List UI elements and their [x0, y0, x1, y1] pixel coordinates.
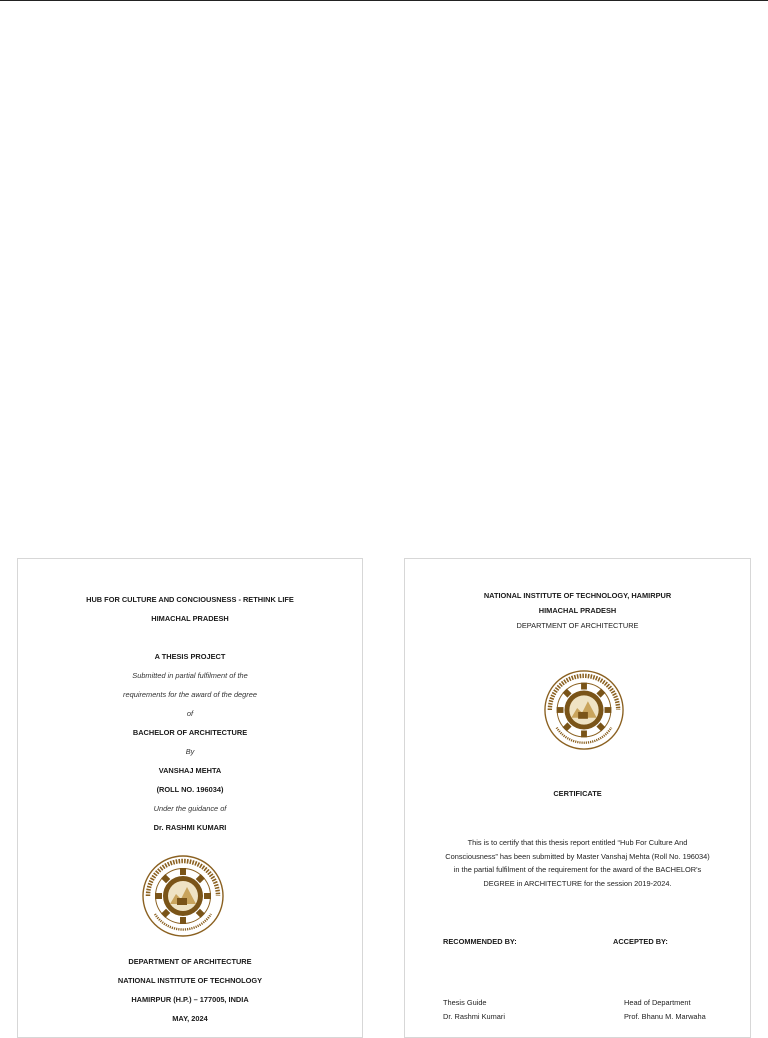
certificate-body-line: in the partial fulfilment of the requirement for the award of the BACHELOR's: [453, 865, 702, 875]
nit-hamirpur-logo: [141, 854, 225, 938]
top-divider: [0, 0, 768, 1]
guide-name: Dr. RASHMI KUMARI: [153, 823, 227, 832]
hod-name: Prof. Bhanu M. Marwaha: [624, 1012, 706, 1021]
certificate-body-line: DEGREE in ARCHITECTURE for the session 2019-2024.: [483, 878, 672, 888]
project-title: HUB FOR CULTURE AND CONCIOUSNESS - RETHINK LIFE: [86, 595, 294, 604]
certificate-department: DEPARTMENT OF ARCHITECTURE: [516, 621, 639, 630]
certificate-state: HIMACHAL PRADESH: [538, 606, 617, 615]
submitted-line-2: requirements for the award of the degree: [123, 690, 257, 699]
student-name: VANSHAJ MEHTA: [158, 766, 222, 775]
nit-hamirpur-logo: [543, 669, 625, 751]
thesis-guide-role: Thesis Guide: [443, 998, 487, 1007]
of-text: of: [186, 709, 194, 718]
institute-address: HAMIRPUR (H.P.) – 177005, INDIA: [131, 995, 249, 1004]
thesis-guide-name: Dr. Rashmi Kumari: [443, 1012, 506, 1021]
accepted-by-label: ACCEPTED BY:: [613, 937, 668, 946]
submission-date: MAY, 2024: [172, 1014, 208, 1023]
submitted-line-1: Submitted in partial fulfilment of the: [132, 671, 248, 680]
certificate-heading: CERTIFICATE: [553, 789, 602, 798]
hod-role: Head of Department: [624, 998, 691, 1007]
guidance-text: Under the guidance of: [153, 804, 227, 813]
institute-name: NATIONAL INSTITUTE OF TECHNOLOGY: [117, 976, 263, 985]
department-name: DEPARTMENT OF ARCHITECTURE: [128, 957, 252, 966]
by-text: By: [185, 747, 195, 756]
certificate-page: [404, 558, 751, 1038]
certificate-body: [431, 836, 724, 890]
recommended-by-label: RECOMMENDED BY:: [443, 937, 517, 946]
certificate-body-line: This is to certify that this thesis report entitled “Hub For Culture And: [467, 838, 688, 847]
thesis-cover-page: [17, 558, 363, 1038]
roll-number: (ROLL NO. 196034): [156, 785, 224, 794]
project-location: HIMACHAL PRADESH: [151, 614, 229, 623]
certificate-institute: NATIONAL INSTITUTE OF TECHNOLOGY, HAMIRPUR: [483, 591, 672, 600]
degree-name: BACHELOR OF ARCHITECTURE: [132, 728, 248, 737]
certificate-body-line: Consciousness” has been submitted by Master Vanshaj Mehta (Roll No. 196034): [445, 851, 710, 861]
project-type: A THESIS PROJECT: [154, 652, 226, 661]
